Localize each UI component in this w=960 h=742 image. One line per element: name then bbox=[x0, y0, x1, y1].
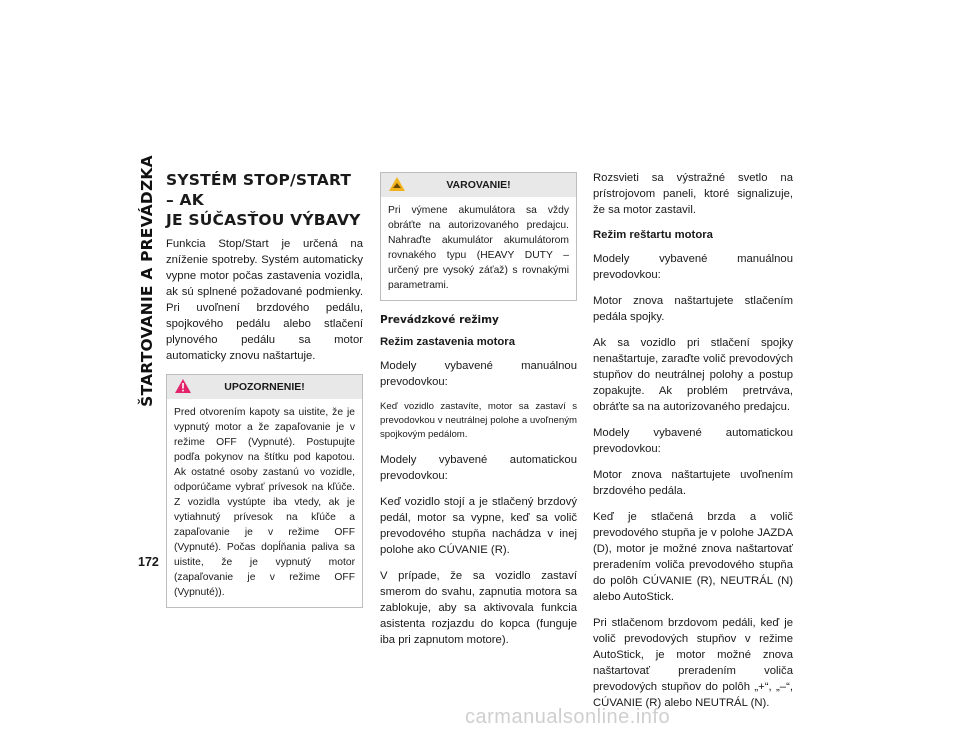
section-title bbox=[166, 170, 363, 230]
caution-box-text: Pri výmene akumulátora sa vždy obráťte na autorizovaného predajcu. Nahraďte akumulátor akumulátorom rovnakého typu (HEAVY DUTY – určený pre vysoký záťaž) s rovnakými parametrami. bbox=[388, 205, 569, 291]
warning-box-title: UPOZORNENIE! bbox=[224, 381, 305, 393]
page-number: 172 bbox=[138, 555, 159, 569]
restart-mode-heading: Režim reštartu motora bbox=[593, 229, 713, 241]
section-title-line1: SYSTÉM STOP/START – AK bbox=[166, 171, 352, 209]
warning-icon bbox=[175, 379, 191, 393]
column-right bbox=[593, 170, 793, 721]
warning-box bbox=[166, 374, 363, 608]
stop-auto-text: Keď vozidlo stojí a je stlačený brzdový pedál, motor sa vypne, keď sa volič prevodového stupňa nachádza v inej polohe ako CÚVANIE (R). bbox=[380, 496, 577, 556]
stop-manual-text: Keď vozidlo zastavíte, motor sa zastaví s prevodovkou v neutrálnej polohe a uvoľneným spojkovým pedálom. bbox=[380, 401, 577, 440]
caution-box-title: VAROVANIE! bbox=[446, 179, 511, 191]
restart-manual-text-1: Motor znova naštartujete stlačením pedála spojky. bbox=[593, 295, 793, 323]
restart-manual-label: Modely vybavené manuálnou prevodovkou: bbox=[593, 253, 793, 281]
column-left bbox=[166, 170, 363, 620]
restart-auto-label: Modely vybavené automatickou prevodovkou: bbox=[593, 427, 793, 455]
lamp-text: Rozsvieti sa výstražné svetlo na prístrojovom paneli, ktoré signalizuje, že sa motor zastavil. bbox=[593, 172, 793, 216]
caution-icon bbox=[389, 177, 405, 191]
watermark-text: carmanualsonline.info bbox=[465, 706, 671, 728]
section-side-tab-label: ŠTARTOVANIE A PREVÁDZKA bbox=[138, 155, 157, 407]
stop-auto-label: Modely vybavené automatickou prevodovkou: bbox=[380, 454, 577, 482]
stop-hill-text: V prípade, že sa vozidlo zastaví smerom do svahu, zapnutia motora sa zablokuje, aby sa aktivovala funkcia asistenta rozjazdu do kopca (funguje iba pri zapnutom motore). bbox=[380, 570, 577, 646]
section-side-tab bbox=[134, 155, 160, 407]
warning-box-header bbox=[167, 375, 362, 399]
stop-mode-heading: Režim zastavenia motora bbox=[380, 336, 515, 348]
restart-manual-text-2: Ak sa vozidlo pri stlačení spojky nenaštartuje, zaraďte volič prevodových stupňov do neutrálnej polohy a postup zopakujte. Ak problém pretrváva, obráťte sa na autorizovaného predajcu. bbox=[593, 337, 793, 413]
restart-auto-text-2: Keď je stlačená brzda a volič prevodového stupňa je v polohe JAZDA (D), motor je možné znova naštartovať preradením voliča prevodového stupňa do polôh CÚVANIE (R), NEUTRÁL (N) alebo AutoStick. bbox=[593, 511, 793, 603]
warning-box-text: Pred otvorením kapoty sa uistite, že je vypnutý motor a že zapaľovanie je v režime OFF (Vypnuté). Postupujte podľa pokynov na štítku pod kapotou. Ak ostatné osoby zastanú vo vozidle, odporúčame vybrať prívesok na kľúče. Z vozidla vystúpte iba vtedy, ak je vytiahnutý prívesok na kľúče a zapaľovanie je v režime OFF (Vypnuté). Počas dopĺňania paliva sa uistite, že je vypnutý motor (zapaľovanie je v režime OFF (Vypnuté)). bbox=[174, 407, 355, 598]
intro-paragraph: Funkcia Stop/Start je určená na zníženie spotreby. Systém automaticky vypne motor počas zastavenia vozidla, ak sú splnené požadované podmienky. Pri uvoľnení brzdového pedálu, spojkového pedálu alebo stlačení plynového pedálu sa motor automaticky znovu naštartuje. bbox=[166, 238, 363, 362]
column-middle bbox=[380, 172, 577, 658]
restart-auto-text-1: Motor znova naštartujete uvoľnením brzdového pedála. bbox=[593, 469, 793, 497]
caution-box bbox=[380, 172, 577, 301]
restart-auto-text-3: Pri stlačenom brzdovom pedáli, keď je volič prevodových stupňov v režime AutoStick, je motor možné znova naštartovať preradením voliča prevodových stupňov do polôh „+“, „–“, CÚVANIE (R) alebo NEUTRÁL (N). bbox=[593, 617, 793, 709]
stop-manual-label: Modely vybavené manuálnou prevodovkou: bbox=[380, 360, 577, 388]
modes-heading: Prevádzkové režimy bbox=[380, 314, 499, 326]
caution-box-header bbox=[381, 173, 576, 197]
section-title-line2: JE SÚČASŤOU VÝBAVY bbox=[166, 211, 361, 229]
